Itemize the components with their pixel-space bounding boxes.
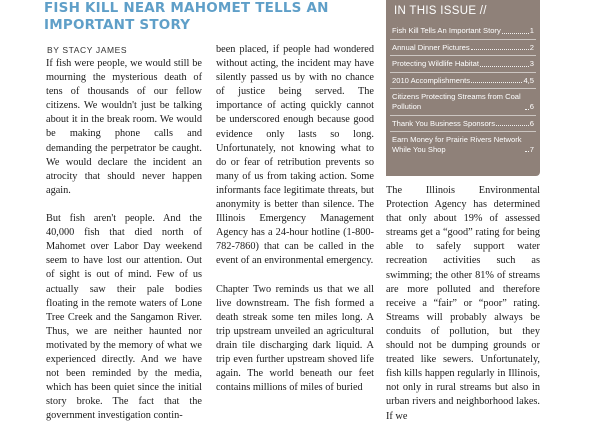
toc-leader-dots — [471, 49, 529, 50]
toc-leader-dots — [496, 125, 529, 126]
article-headline: FISH KILL NEAR MAHOMET TELLS AN IMPORTANT STORY — [44, 0, 329, 33]
toc-leader-dots — [471, 82, 522, 83]
toc-item-title: Annual Dinner Pictures — [392, 42, 470, 52]
toc-item[interactable] — [390, 132, 536, 157]
toc-item-title: Thank You Business Sponsors — [392, 118, 496, 128]
toc-item-page: 2 — [529, 42, 534, 52]
paragraph: If fish were people, we would still be mourning the mysterious death of tens of thousands of our fellow citizens. We wouldn't just be talking about it in the break room. We would be making phone calls and demanding the perpetrator be caught. We would declare the incident an atrocity that should never happen again. — [46, 58, 202, 196]
toc-leader-dots — [525, 109, 529, 110]
paragraph: been placed, if people had wondered without acting, the incident may have silently passed us by with no chance of justice being served. The importance of acting quickly cannot be underscored enough because good evidence only lasts so long. Unfortunately, not knowing what to do or fear of retribution prevents so many of us from taking action. Some informants face legitimate threats, but anonymity is better than silence. The Illinois Emergency Management Agency has a 24-hour hotline (1-800-782-7860) that can be called in the event of an environmental emergency. — [216, 44, 374, 267]
article-column-3 — [386, 184, 540, 438]
toc-leader-dots — [480, 66, 529, 67]
toc-item-page: 1 — [529, 26, 534, 35]
toc-item[interactable] — [390, 56, 536, 73]
toc-item-title: 2010 Accomplishments — [392, 75, 471, 85]
article-byline: BY STACY JAMES — [47, 45, 128, 55]
toc-item-page: 6 — [529, 118, 534, 128]
table-of-contents — [390, 23, 536, 157]
paragraph: The Illinois Environmental Protection Agency has determined that only about 19% of assessed streams get a “good” rating for being able to safely support water recreation activities such as swimming; the other 81% of streams are more polluted and therefore receive a “fair” or “poor” rating. Streams will probably always be conduits of pollution, but they should not be dumping grounds or treated like sewers. Unfortunately, fish kills happen regularly in Illinois, not only in rural streams but also in urban rivers and neighborhood lakes. If we — [386, 185, 540, 422]
paragraph: Chapter Two reminds us that we all live downstream. The fish formed a death streak some ten miles long. A trip upstream unveiled an agricultural drain tile discharging dark liquid. A trip even further upstream shoved life again. The world beneath our feet contains millions of miles of buried — [216, 283, 374, 394]
article-column-2 — [216, 43, 374, 409]
toc-item[interactable] — [390, 89, 536, 115]
toc-item[interactable] — [390, 116, 536, 133]
toc-item-page: 7 — [529, 144, 534, 154]
paragraph: But fish aren't people. And the 40,000 fish that died north of Mahomet over Labor Day weekend seem to have lost our attention. Out of sight is out of mind. Few of us actually saw their pale bodies floating in the remote waters of Lone Tree Creek and the Sangamon River. Thus, we are neither haunted nor motivated by the memory of what we experienced directly. And we have not been reminded by the media, which has been quiet since the initial story broke. The fact that the government investigation contin- — [46, 213, 202, 422]
in-this-issue-sidebar — [386, 0, 540, 176]
toc-item-title: Earn Money for Prairie Rivers Network While You Shop — [392, 135, 522, 154]
toc-item[interactable] — [390, 40, 536, 57]
toc-leader-dots — [525, 151, 529, 152]
toc-item-title: Fish Kill Tells An Important Story — [392, 26, 501, 35]
sidebar-title: IN THIS ISSUE // — [394, 5, 487, 17]
toc-item-page: 6 — [529, 101, 534, 111]
toc-item-title: Protecting Wildlife Habitat — [392, 59, 479, 69]
toc-item-page: 3 — [529, 59, 534, 69]
toc-item-title: Citizens Protecting Streams from Coal Pollution — [392, 92, 521, 111]
toc-item-page: 4,5 — [523, 75, 534, 85]
article-column-1 — [46, 57, 202, 438]
toc-item[interactable] — [390, 23, 536, 40]
toc-item[interactable] — [390, 73, 536, 90]
toc-leader-dots — [502, 33, 529, 34]
